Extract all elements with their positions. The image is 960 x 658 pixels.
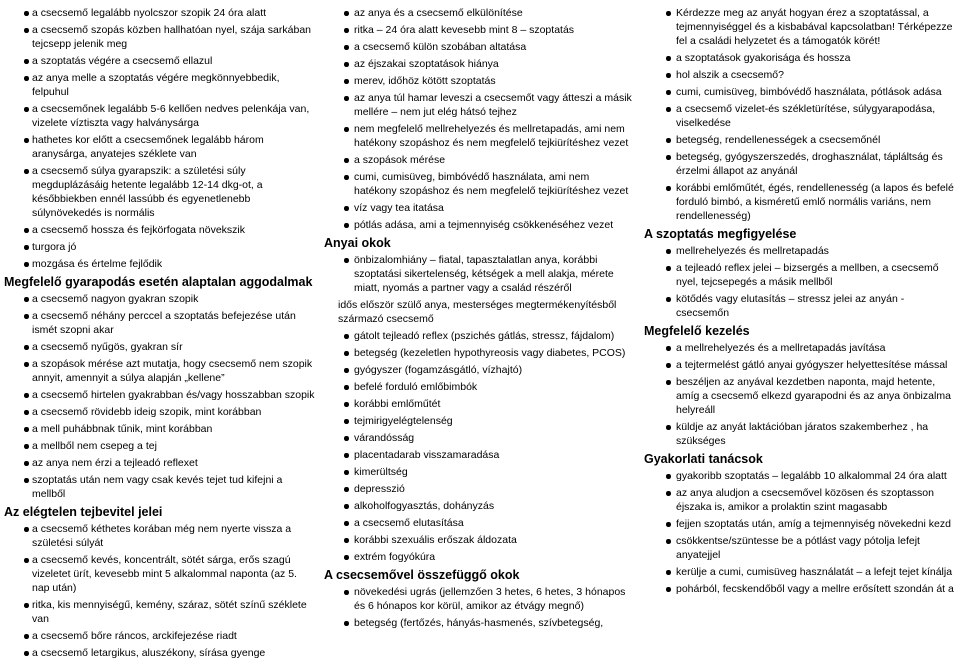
list-item: depresszió: [324, 482, 634, 496]
list-item: pótlás adása, ami a tejmennyiség csökkenéséhez vezet: [324, 218, 634, 232]
list-item: a szoptatások gyakorisága és hossza: [644, 51, 956, 65]
list-item: a csecsemő elutasítása: [324, 516, 634, 530]
list-item: cumi, cumisüveg, bimbóvédő használata, pótlások adása: [644, 85, 956, 99]
list-item: mellrehelyezés és mellretapadás: [644, 244, 956, 258]
section-heading-maternal-causes: Anyai okok: [324, 236, 391, 250]
list-item: önbizalomhiány – fiatal, tapasztalatlan anya, korábbi szoptatási sikertelenség, kétségek a mell alakja, mérete miatt, nyomás a partner vagy a család részéről: [324, 253, 634, 295]
list-item: a csecsemőnek legalább 5-6 kellően nedves pelenkája van, vizelete víztiszta vagy halványsárga: [4, 102, 316, 130]
list-item: a csecsemő letargikus, aluszékony, sírása gyenge: [4, 646, 316, 658]
list-item: az anya aludjon a csecsemővel közösen és szoptasson éjszaka is, amikor a prolaktin szint magasabb: [644, 486, 956, 514]
list-item: kerülje a cumi, cumisüveg használatát – a lefejt tejet kínálja: [644, 565, 956, 579]
column-2: [320, 0, 640, 658]
list-item: víz vagy tea itatása: [324, 201, 634, 215]
list-item: ritka, kis mennyiségű, kemény, száraz, sötét színű széklete van: [4, 598, 316, 626]
list-item: kimerültség: [324, 465, 634, 479]
list-item: a csecsemő nagyon gyakran szopik: [4, 292, 316, 306]
list-item: a tejleadó reflex jelei – bizsergés a mellben, a csecsemő nyel, tejcsepegés a másik mellből: [644, 261, 956, 289]
list-item: növekedési ugrás (jellemzően 3 hetes, 6 hetes, 3 hónapos és 6 hónapos kor körül, amikor az étvágy megnő): [324, 585, 634, 613]
column-3: [640, 0, 960, 658]
column-1: [0, 0, 320, 658]
list-item: csökkentse/szüntesse be a pótlást vagy pótolja lefejt anyatejjel: [644, 534, 956, 562]
list-item: küldje az anyát laktációban járatos szakemberhez , ha szükséges: [644, 420, 956, 448]
list-item: betegség (kezeletlen hypothyreosis vagy diabetes, PCOS): [324, 346, 634, 360]
list-item: nem megfelelő mellrehelyezés és mellretapadás, ami nem hatékony szopáshoz és nem megfelelő tejkiürítéshez vezet: [324, 122, 634, 150]
list-item: a csecsemő legalább nyolcszor szopik 24 óra alatt: [4, 6, 316, 20]
list-item: tejmirigyelégtelenség: [324, 414, 634, 428]
list-item: mozgása és értelme fejlődik: [4, 257, 316, 271]
section-heading-practical-tips: Gyakorlati tanácsok: [644, 452, 763, 466]
list-item: a csecsemő hirtelen gyakrabban és/vagy hosszabban szopik: [4, 388, 316, 402]
list-item: merev, időhöz kötött szoptatás: [324, 74, 634, 88]
list-item: cumi, cumisüveg, bimbóvédő használata, ami nem hatékony szopáshoz és nem megfelelő tejkiürítéshez vezet: [324, 170, 634, 198]
list-item: az anya és a csecsemő elkülönítése: [324, 6, 634, 20]
list-item: a tejtermelést gátló anyai gyógyszer helyettesítése mással: [644, 358, 956, 372]
list-item: a csecsemő néhány perccel a szoptatás befejezése után ismét szopni akar: [4, 309, 316, 337]
list-item: turgora jó: [4, 240, 316, 254]
list-item: gyógyszer (fogamzásgátló, vízhajtó): [324, 363, 634, 377]
section-heading-observation: A szoptatás megfigyelése: [644, 227, 797, 241]
list-item: ritka – 24 óra alatt kevesebb mint 8 – szoptatás: [324, 23, 634, 37]
unfounded-worries-list: [4, 292, 316, 501]
section-heading-unfounded-worries: Megfelelő gyarapodás esetén alaptalan aggodalmak: [4, 275, 313, 289]
list-item: gyakoribb szoptatás – legalább 10 alkalommal 24 óra alatt: [644, 469, 956, 483]
list-item: a szoptatás végére a csecsemő ellazul: [4, 54, 316, 68]
list-item: a csecsemő bőre ráncos, arckifejezése riadt: [4, 629, 316, 643]
list-item: hol alszik a csecsemő?: [644, 68, 956, 82]
maternal-causes-list: [324, 253, 634, 564]
list-item: gátolt tejleadó reflex (pszichés gátlás, stressz, fájdalom): [324, 329, 634, 343]
list-item: a csecsemő rövidebb ideig szopik, mint korábban: [4, 405, 316, 419]
list-item: a szopások mérése: [324, 153, 634, 167]
infant-causes-list: [324, 585, 634, 630]
feeding-practice-causes-list: [324, 6, 634, 232]
list-item: a csecsemő kéthetes korában még nem nyerte vissza a születési súlyát: [4, 522, 316, 550]
list-item: betegség, rendellenességek a csecsemőnél: [644, 133, 956, 147]
list-item: beszéljen az anyával kezdetben naponta, majd hetente, amíg a csecsemő elkezd gyarapodni és az anya önbizalma helyreáll: [644, 375, 956, 417]
section-heading-insufficient-intake: Az elégtelen tejbevitel jelei: [4, 505, 163, 519]
list-item: az anya nem érzi a tejleadó reflexet: [4, 456, 316, 470]
list-item: extrém fogyókúra: [324, 550, 634, 564]
list-item: a csecsemő nyűgös, gyakran sír: [4, 340, 316, 354]
list-item: a mellből nem csepeg a tej: [4, 439, 316, 453]
list-item: a csecsemő súlya gyarapszik: a születési súly megduplázásáig hetente legalább 12-14 dkg-ot, a későbbiekben ennél lassúbb és egyenetlenebb súlynövekedés is normális: [4, 164, 316, 220]
list-item: a csecsemő szopás közben hallhatóan nyel, szája sarkában tejcsepp jelenik meg: [4, 23, 316, 51]
list-item: betegség (fertőzés, hányás-hasmenés, szívbetegség,: [324, 616, 634, 630]
insufficient-intake-list: [4, 522, 316, 658]
list-item: a szopások mérése azt mutatja, hogy csecsemő nem szopik annyit, amennyit a súlya alapján „kellene”: [4, 357, 316, 385]
list-item: a csecsemő kevés, koncentrált, sötét sárga, erős szagú vizeletet ürít, kevesebb mint 5 alkalommal naponta (az 5. nap után): [4, 553, 316, 595]
good-feeding-signs-list: [4, 6, 316, 271]
list-item: alkoholfogyasztás, dohányzás: [324, 499, 634, 513]
list-item: az éjszakai szoptatások hiánya: [324, 57, 634, 71]
list-item: az anya túl hamar leveszi a csecsemőt vagy átteszi a másik mellére – nem jut elég hátsó tejhez: [324, 91, 634, 119]
assessment-list: [644, 6, 956, 223]
list-item: placentadarab visszamaradása: [324, 448, 634, 462]
list-item: pohárból, fecskendőből vagy a mellre erősített szondán át a: [644, 582, 956, 596]
list-item: a mell puhábbnak tűnik, mint korábban: [4, 422, 316, 436]
list-item: hathetes kor előtt a csecsemőnek legalább három aranysárga, anyatejes széklete van: [4, 133, 316, 161]
list-item: befelé forduló emlőbimbók: [324, 380, 634, 394]
list-item: fejjen szoptatás után, amíg a tejmennyiség növekedni kezd: [644, 517, 956, 531]
treatment-list: [644, 341, 956, 448]
list-item: a csecsemő hossza és fejkörfogata növekszik: [4, 223, 316, 237]
list-item: korábbi emlőműtét, égés, rendellenesség (a lapos és befelé forduló bimbó, a kisméretű emlő normális variáns, nem rendellenesség): [644, 181, 956, 223]
list-item: várandósság: [324, 431, 634, 445]
list-item: betegség, gyógyszerszedés, droghasználat, tápláltság és érzelmi állapot az anyánál: [644, 150, 956, 178]
list-item: a csecsemő külön szobában altatása: [324, 40, 634, 54]
section-heading-infant-causes: A csecsemővel összefüggő okok: [324, 568, 520, 582]
practical-tips-list: [644, 469, 956, 596]
list-item: szoptatás után nem vagy csak kevés tejet tud kifejni a mellből: [4, 473, 316, 501]
list-item: korábbi emlőműtét: [324, 397, 634, 411]
observation-list: [644, 244, 956, 320]
list-item: az anya melle a szoptatás végére megkönnyebbedik, felpuhul: [4, 71, 316, 99]
list-item: Kérdezze meg az anyát hogyan érez a szoptatással, a tejmennyiséggel és a kisbabával kapcsolatban! Térképezze fel a családi helyzetet és a támogatók körét!: [644, 6, 956, 48]
list-item: kötődés vagy elutasítás – stressz jelei az anyán - csecsemőn: [644, 292, 956, 320]
list-item: a csecsemő vizelet-és székletürítése, súlygyarapodása, viselkedése: [644, 102, 956, 130]
list-item-unbulleted: idős először szülő anya, mesterséges megtermékenyítésből származó csecsemő: [338, 299, 617, 325]
list-item: korábbi szexuális erőszak áldozata: [324, 533, 634, 547]
list-item: a mellrehelyezés és a mellretapadás javítása: [644, 341, 956, 355]
section-heading-treatment: Megfelelő kezelés: [644, 324, 750, 338]
